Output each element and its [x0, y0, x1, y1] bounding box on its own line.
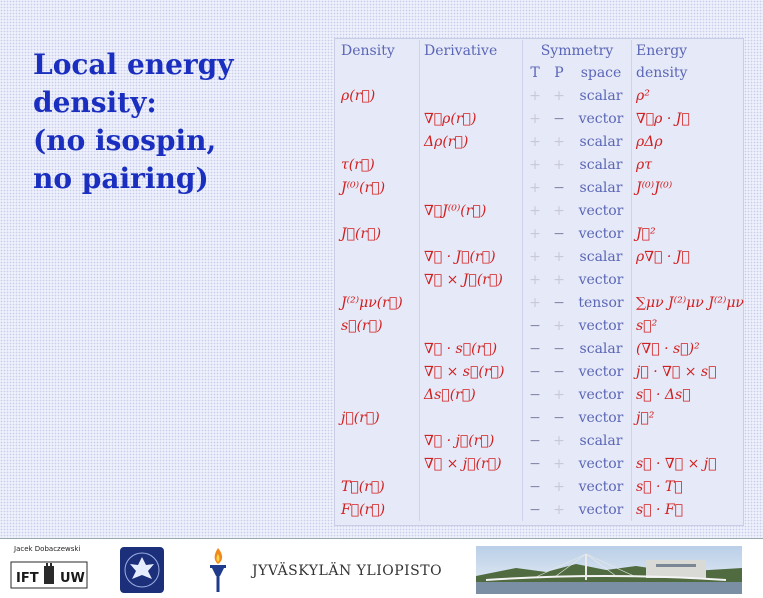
derivative-cell: ∇⃗ · J⃗(r⃗)	[420, 245, 523, 268]
derivative-cell: ∇⃗ × j⃗(r⃗)	[420, 452, 523, 475]
ift-uw-logo	[10, 560, 88, 592]
density-cell	[341, 130, 420, 153]
density-cell	[341, 429, 420, 452]
time-reversal-cell: −	[529, 432, 541, 449]
header-density: Density	[341, 40, 420, 62]
derivative-cell: ∇⃗ · s⃗(r⃗)	[420, 337, 523, 360]
parity-cell: +	[553, 271, 565, 288]
derivative-cell: ∇⃗J⁽⁰⁾(r⃗)	[420, 199, 523, 222]
space-cell: scalar	[571, 429, 632, 452]
energy-density-cell: ∑μν J⁽²⁾μν J⁽²⁾μν	[636, 294, 744, 311]
density-cell	[341, 199, 420, 222]
time-reversal-cell: −	[529, 501, 541, 518]
space-cell: vector	[571, 383, 632, 406]
time-reversal-cell: +	[529, 110, 541, 127]
space-cell: scalar	[571, 245, 632, 268]
time-reversal-cell: +	[529, 87, 541, 104]
table-row	[341, 429, 748, 452]
table-header-row	[341, 40, 748, 62]
parity-cell: +	[553, 455, 565, 472]
time-reversal-cell: −	[529, 363, 541, 380]
space-cell: scalar	[571, 337, 632, 360]
parity-cell: −	[553, 340, 565, 357]
derivative-cell	[420, 475, 523, 498]
table-row	[341, 360, 748, 383]
density-cell: ρ(r⃗)	[341, 84, 420, 107]
parity-cell: +	[553, 87, 565, 104]
parity-cell: +	[553, 133, 565, 150]
time-reversal-cell: +	[529, 271, 541, 288]
time-reversal-cell: −	[529, 455, 541, 472]
table-row	[341, 291, 748, 314]
table-row	[341, 337, 748, 360]
space-cell: vector	[571, 199, 632, 222]
space-cell: vector	[571, 314, 632, 337]
time-reversal-cell: +	[529, 202, 541, 219]
table-row	[341, 406, 748, 429]
title-line: density:	[33, 86, 157, 119]
derivative-cell: Δρ(r⃗)	[420, 130, 523, 153]
title-line: (no isospin,	[33, 124, 217, 157]
energy-density-cell: ρ²	[636, 87, 650, 104]
derivative-cell: ∇⃗ × J⃗(r⃗)	[420, 268, 523, 291]
derivative-cell	[420, 176, 523, 199]
svg-text:IFT: IFT	[16, 571, 39, 586]
header-derivative: Derivative	[420, 40, 523, 62]
jyvaskyla-torch-logo	[205, 546, 231, 594]
density-cell	[341, 245, 420, 268]
density-cell	[341, 107, 420, 130]
parity-cell: −	[553, 110, 565, 127]
table-row	[341, 498, 748, 521]
table-subheader-row	[341, 62, 748, 84]
space-cell: vector	[571, 452, 632, 475]
space-cell: vector	[571, 360, 632, 383]
header-T: T	[530, 65, 540, 81]
space-cell: vector	[571, 222, 632, 245]
time-reversal-cell: +	[529, 225, 541, 242]
density-cell: s⃗(r⃗)	[341, 314, 420, 337]
table-row	[341, 268, 748, 291]
parity-cell: +	[553, 202, 565, 219]
density-cell	[341, 337, 420, 360]
energy-density-table	[341, 40, 748, 521]
time-reversal-cell: +	[529, 133, 541, 150]
energy-density-cell: s⃗²	[636, 317, 658, 334]
parity-cell: +	[553, 156, 565, 173]
time-reversal-cell: −	[529, 409, 541, 426]
energy-density-cell: ρτ	[636, 156, 652, 173]
derivative-cell	[420, 406, 523, 429]
table-row	[341, 383, 748, 406]
university-warsaw-crest	[118, 545, 166, 595]
space-cell: vector	[571, 406, 632, 429]
header-energy-density: density	[636, 65, 688, 81]
table-row	[341, 314, 748, 337]
density-cell: j⃗(r⃗)	[341, 406, 420, 429]
energy-density-cell: J⃗²	[636, 225, 656, 242]
density-cell: T⃗(r⃗)	[341, 475, 420, 498]
parity-cell: −	[553, 225, 565, 242]
parity-cell: −	[553, 363, 565, 380]
energy-density-cell: J⁽⁰⁾J⁽⁰⁾	[636, 179, 673, 196]
header-space: space	[571, 62, 632, 84]
derivative-cell: ∇⃗ × s⃗(r⃗)	[420, 360, 523, 383]
table-row	[341, 245, 748, 268]
space-cell: vector	[571, 475, 632, 498]
density-cell	[341, 360, 420, 383]
space-cell: scalar	[571, 153, 632, 176]
time-reversal-cell: +	[529, 156, 541, 173]
parity-cell: +	[553, 248, 565, 265]
density-cell: F⃗(r⃗)	[341, 498, 420, 521]
parity-cell: −	[553, 294, 565, 311]
space-cell: vector	[571, 107, 632, 130]
time-reversal-cell: +	[529, 248, 541, 265]
header-P: P	[554, 65, 564, 81]
density-cell	[341, 452, 420, 475]
space-cell: vector	[571, 268, 632, 291]
derivative-cell	[420, 84, 523, 107]
time-reversal-cell: −	[529, 340, 541, 357]
title-line: Local energy	[33, 48, 234, 81]
energy-density-cell: ρΔρ	[636, 133, 663, 150]
time-reversal-cell: −	[529, 317, 541, 334]
density-cell: τ(r⃗)	[341, 153, 420, 176]
parity-cell: +	[553, 386, 565, 403]
time-reversal-cell: −	[529, 386, 541, 403]
parity-cell: +	[553, 432, 565, 449]
space-cell: scalar	[571, 84, 632, 107]
author-name: Jacek Dobaczewski	[14, 545, 81, 553]
space-cell: scalar	[571, 130, 632, 153]
table-row	[341, 176, 748, 199]
energy-density-cell	[632, 429, 749, 452]
time-reversal-cell: +	[529, 294, 541, 311]
density-cell: J⁽²⁾μν(r⃗)	[341, 291, 420, 314]
parity-cell: −	[553, 409, 565, 426]
energy-density-cell: (∇⃗ · s⃗)²	[636, 340, 700, 357]
parity-cell: +	[553, 317, 565, 334]
derivative-cell: ∇⃗ρ(r⃗)	[420, 107, 523, 130]
header-energy: Energy	[636, 43, 688, 59]
header-symmetry: Symmetry	[523, 40, 632, 62]
density-cell: J⃗(r⃗)	[341, 222, 420, 245]
energy-density-cell: s⃗ · F⃗	[636, 501, 684, 518]
table-row	[341, 107, 748, 130]
density-cell	[341, 383, 420, 406]
derivative-cell: Δs⃗(r⃗)	[420, 383, 523, 406]
density-cell: J⁽⁰⁾(r⃗)	[341, 176, 420, 199]
parity-cell: +	[553, 478, 565, 495]
time-reversal-cell: −	[529, 478, 541, 495]
energy-density-cell: j⃗ · ∇⃗ × s⃗	[636, 363, 717, 380]
density-cell	[341, 268, 420, 291]
energy-density-cell: s⃗ · Δs⃗	[636, 386, 691, 403]
derivative-cell: ∇⃗ · j⃗(r⃗)	[420, 429, 523, 452]
energy-density-cell: s⃗ · T⃗	[636, 478, 683, 495]
energy-density-cell	[632, 268, 749, 291]
derivative-cell	[420, 314, 523, 337]
parity-cell: +	[553, 501, 565, 518]
energy-density-cell: s⃗ · ∇⃗ × j⃗	[636, 455, 717, 472]
energy-density-cell: j⃗²	[636, 409, 655, 426]
derivative-cell	[420, 222, 523, 245]
energy-density-cell: ∇⃗ρ · J⃗	[636, 110, 690, 127]
space-cell: scalar	[571, 176, 632, 199]
parity-cell: −	[553, 179, 565, 196]
title-line: no pairing)	[33, 162, 209, 195]
time-reversal-cell: +	[529, 179, 541, 196]
table-row	[341, 199, 748, 222]
table-row	[341, 84, 748, 107]
space-cell: vector	[571, 498, 632, 521]
derivative-cell	[420, 153, 523, 176]
table-row	[341, 475, 748, 498]
table-row	[341, 222, 748, 245]
svg-text:UW: UW	[60, 571, 85, 586]
table-row	[341, 452, 748, 475]
slide-title	[33, 46, 313, 198]
table-row	[341, 130, 748, 153]
derivative-cell	[420, 498, 523, 521]
campus-bridge-photo	[476, 546, 742, 594]
energy-density-cell: ρ∇⃗ · J⃗	[636, 248, 690, 265]
university-name: JYVÄSKYLÄN YLIOPISTO	[252, 563, 443, 579]
table-row	[341, 153, 748, 176]
space-cell: tensor	[571, 291, 632, 314]
energy-density-cell	[632, 199, 749, 222]
derivative-cell	[420, 291, 523, 314]
